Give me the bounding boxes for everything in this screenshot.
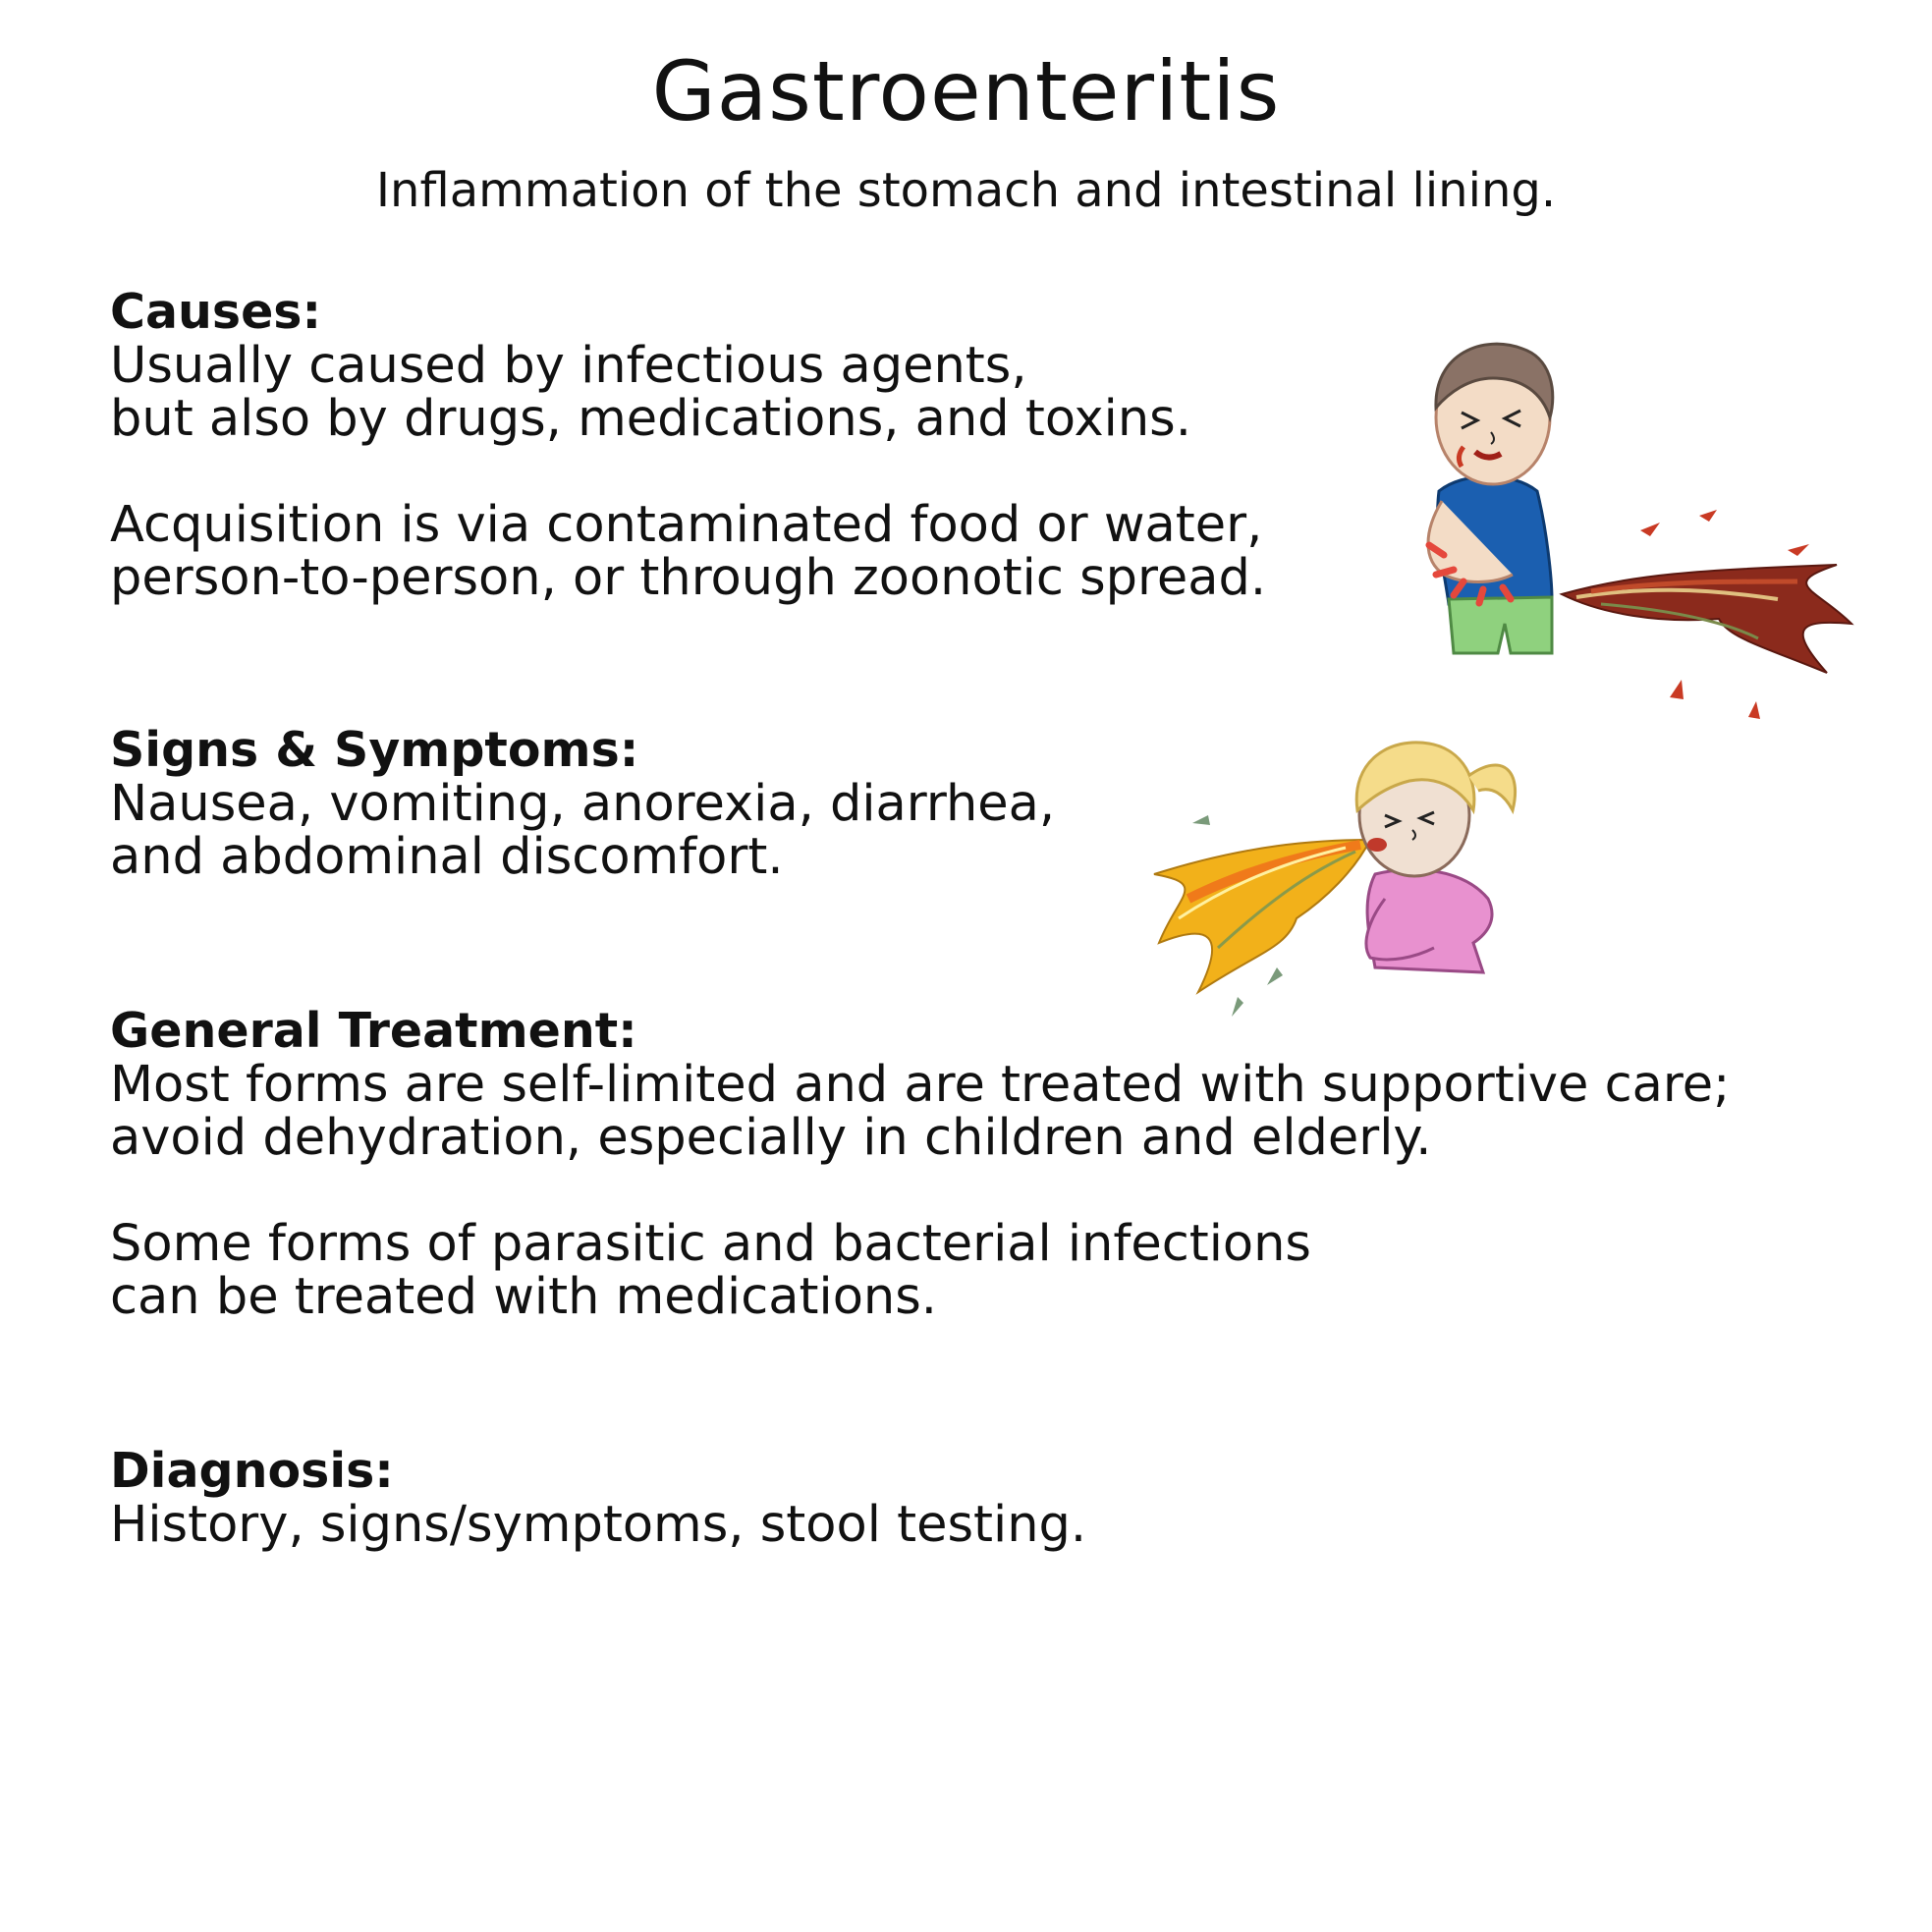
- symptoms-heading: Signs & Symptoms:: [110, 722, 639, 778]
- causes-line: Acquisition is via contaminated food or water,: [110, 496, 1263, 554]
- symptoms-paragraph: [110, 775, 1056, 886]
- treatment-line: Most forms are self-limited and are treated with supportive care;: [110, 1056, 1731, 1114]
- treatment-paragraph-2: [110, 1215, 1730, 1326]
- diagnosis-line: History, signs/symptoms, stool testing.: [110, 1496, 1087, 1554]
- causes-paragraph-2: [110, 496, 1267, 607]
- boy-vomit-plume: [1562, 510, 1851, 719]
- section-symptoms: [110, 723, 1055, 884]
- sick-girl-vomiting-icon: [1149, 722, 1522, 1036]
- causes-line: Usually caused by infectious agents,: [110, 337, 1027, 395]
- treatment-line: Some forms of parasitic and bacterial infections: [110, 1215, 1312, 1273]
- causes-line: person-to-person, or through zoonotic spread.: [110, 549, 1267, 607]
- symptoms-line: and abdominal discomfort.: [110, 828, 784, 886]
- treatment-heading: General Treatment:: [110, 1003, 637, 1059]
- causes-line: but also by drugs, medications, and toxins.: [110, 390, 1191, 448]
- treatment-line: can be treated with medications.: [110, 1268, 937, 1326]
- section-causes: [110, 285, 1266, 605]
- section-diagnosis: [110, 1444, 1086, 1552]
- diagnosis-paragraph: [110, 1496, 1087, 1554]
- girl-vomit-plume: [1154, 815, 1370, 1017]
- symptoms-line: Nausea, vomiting, anorexia, diarrhea,: [110, 775, 1056, 833]
- page-subtitle: Inflammation of the stomach and intestinal lining.: [375, 163, 1557, 218]
- sick-boy-holding-stomach-icon: [1405, 324, 1856, 766]
- diagnosis-heading: Diagnosis:: [110, 1443, 394, 1499]
- causes-paragraph-1: [110, 337, 1266, 448]
- treatment-line: avoid dehydration, especially in children and elderly.: [110, 1109, 1432, 1167]
- treatment-paragraph-1: [110, 1056, 1731, 1167]
- causes-heading: Causes:: [110, 284, 322, 340]
- section-treatment: [110, 1004, 1730, 1324]
- page-title: Gastroenteritis: [651, 43, 1281, 139]
